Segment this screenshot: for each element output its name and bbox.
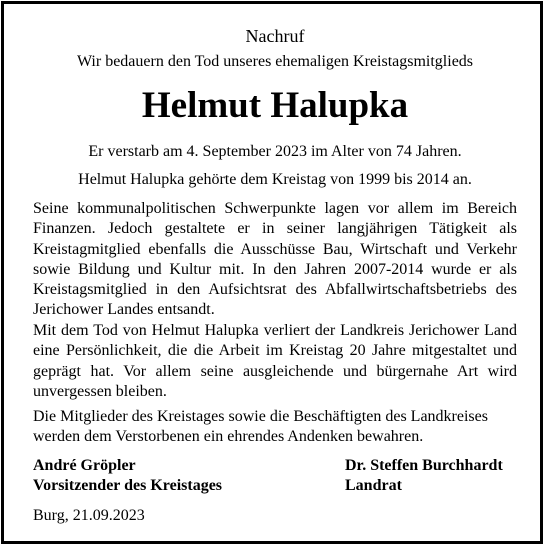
place-and-date: Burg, 21.09.2023: [33, 507, 145, 524]
signature-right: [345, 456, 503, 496]
paragraph-legacy: Mit dem Tod von Helmut Halupka verliert der Landkreis Jerichower Land eine Persönlichkeit, die die Arbeit im Kreistag 20 Jahre mitgestaltet und geprägt hat. Vor allem seine ausgleichende und bürgernahe Art wird unvergessen bleiben.: [33, 322, 517, 400]
deceased-name: Helmut Halupka: [141, 85, 409, 126]
signatory-right-name: Dr. Steffen Burchhardt: [345, 457, 503, 474]
signature-left: [33, 456, 222, 496]
death-statement: Er verstarb am 4. September 2023 im Alter von 74 Jahren.: [88, 143, 462, 160]
kreistag-membership: Helmut Halupka gehörte dem Kreistag von 1999 bis 2014 an.: [78, 171, 472, 188]
paragraph-remembrance: Die Mitglieder des Kreistages sowie die Beschäftigten des Landkreises werden dem Verstorbenen ein ehrendes Andenken bewahren.: [33, 408, 488, 446]
notice-heading: Nachruf: [245, 26, 305, 46]
signatory-left-name: André Gröpler: [33, 457, 136, 474]
signatory-left-title: Vorsitzender des Kreistages: [33, 477, 223, 494]
paragraph-career: Seine kommunalpolitischen Schwerpunkte lagen vor allem im Bereich Finanzen. Jedoch gestaltete er in seiner langjährigen Tätigkeit als Kreistagmitglied ebenfalls die Ausschüsse Bau, Wirtschaft und Verkehr sowie Bildung und Kultur mit. In den Jahren 2007-2014 wurde er als Kreistagsmitglied in den Aufsichtsrat des Abfallwirtschaftsbetriebs des Jerichower Landes entsandt.: [33, 200, 517, 319]
signatory-right-title: Landrat: [345, 477, 402, 494]
notice-lead-text: Wir bedauern den Tod unseres ehemaligen Kreistagsmitglieds: [76, 53, 474, 70]
